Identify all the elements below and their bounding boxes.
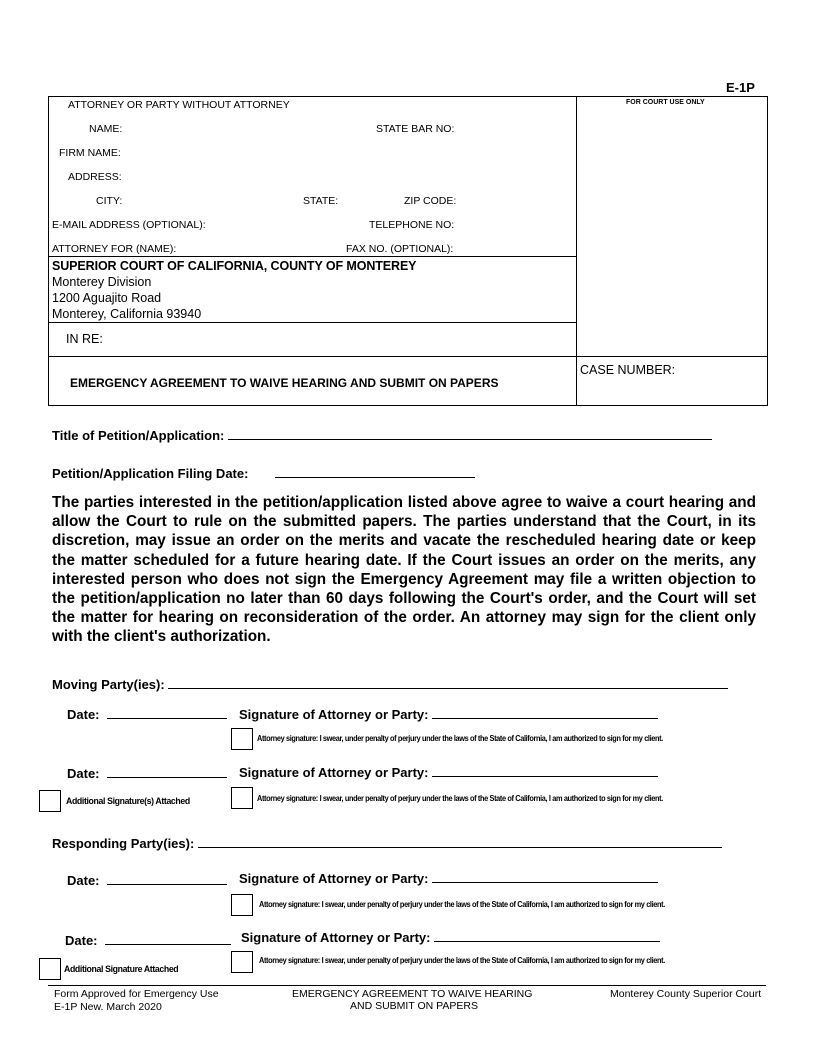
petition-title-line[interactable] [228,427,712,440]
signature-label: Signature of Attorney or Party: [241,930,431,945]
email-label[interactable]: E-MAIL ADDRESS (OPTIONAL): [52,219,206,231]
form-title: EMERGENCY AGREEMENT TO WAIVE HEARING AND SUBMIT ON PAPERS [70,376,499,390]
signature-line[interactable] [432,870,658,883]
attorney-statement: Attorney signature: I swear, under penalty of perjury under the laws of the State of California, I am authorized to sign for my client. [257,734,663,743]
additional-signatures-checkbox[interactable] [39,790,61,812]
filing-date-field[interactable] [52,465,475,481]
attorney-for-label[interactable]: ATTORNEY FOR (NAME): [52,243,177,255]
signature-label: Signature of Attorney or Party: [239,765,429,780]
petition-title-label: Title of Petition/Application: [52,428,225,443]
name-label[interactable]: NAME: [89,123,123,135]
date-line[interactable] [107,765,227,778]
telephone-label[interactable]: TELEPHONE NO: [369,219,455,231]
date-line[interactable] [107,706,227,719]
date-line[interactable] [107,872,227,885]
agreement-paragraph: The parties interested in the petition/application listed above agree to waive a court hearing and allow the Court to rule on the submitted papers. The parties understand that the Court, in its discretion, may issue an order on the merits and vacate the rescheduled hearing date or keep the matter scheduled for a future hearing date. If the Court issues an order on the merits, any interested person who does not sign the Emergency Agreement may file a written objection to the petition/application no later than 60 days following the Court's order, and the Court will set the matter for hearing on reconsideration of the order. An attorney may sign for the client only with the client's authorization. [52,494,756,646]
responding-date-2[interactable] [65,932,231,948]
city-label[interactable]: CITY: [96,195,123,207]
court-division: Monterey Division [52,275,152,289]
in-re-label[interactable]: IN RE: [66,332,103,346]
attorney-statement: Attorney signature: I swear, under penalty of perjury under the laws of the State of California, I am authorized to sign for my client. [259,956,665,965]
divider [48,356,768,357]
state-bar-label[interactable]: STATE BAR NO: [376,123,455,135]
petition-title-field[interactable] [52,427,712,443]
firm-name-label[interactable]: FIRM NAME: [59,147,121,159]
moving-party-label: Moving Party(ies): [52,677,165,692]
responding-party-label: Responding Party(ies): [52,836,195,851]
footer-title-2: AND SUBMIT ON PAPERS [350,1000,478,1012]
filing-date-line[interactable] [275,465,475,478]
fax-label[interactable]: FAX NO. (OPTIONAL): [346,243,454,255]
divider [48,256,576,257]
footer-court: Monterey County Superior Court [610,988,762,1000]
footer-revision: E-1P New. March 2020 [54,1001,162,1013]
state-label[interactable]: STATE: [303,195,339,207]
court-street: 1200 Aguajito Road [52,291,162,305]
additional-signature-label: Additional Signature Attached [64,964,179,975]
responding-party-field[interactable] [52,835,722,851]
zip-label[interactable]: ZIP CODE: [404,195,457,207]
address-label[interactable]: ADDRESS: [68,171,122,183]
date-label: Date: [65,933,98,948]
signature-line[interactable] [434,929,660,942]
date-label: Date: [67,707,100,722]
responding-party-line[interactable] [198,835,722,848]
signature-label: Signature of Attorney or Party: [239,707,429,722]
attorney-statement: Attorney signature: I swear, under penalty of perjury under the laws of the State of California, I am authorized to sign for my client. [257,794,663,803]
moving-date-2[interactable] [67,765,227,781]
moving-party-field[interactable] [52,676,728,692]
signature-label: Signature of Attorney or Party: [239,871,429,886]
divider [576,96,577,406]
signature-line[interactable] [432,764,658,777]
attorney-checkbox[interactable] [231,728,253,750]
attorney-checkbox[interactable] [231,787,253,809]
attorney-heading: ATTORNEY OR PARTY WITHOUT ATTORNEY [68,99,290,111]
form-id: E-1P [726,80,755,95]
court-use-label: FOR COURT USE ONLY [626,99,705,106]
attorney-checkbox[interactable] [231,894,253,916]
case-number-label[interactable]: CASE NUMBER: [580,363,676,377]
additional-signature-checkbox[interactable] [39,958,61,980]
footer-title-1: EMERGENCY AGREEMENT TO WAIVE HEARING [292,988,533,1000]
date-label: Date: [67,766,100,781]
date-line[interactable] [105,932,231,945]
moving-date-1[interactable] [67,706,227,722]
responding-date-1[interactable] [67,872,227,888]
responding-signature-1[interactable] [239,870,658,886]
moving-party-line[interactable] [168,676,728,689]
attorney-statement: Attorney signature: I swear, under penalty of perjury under the laws of the State of California, I am authorized to sign for my client. [259,900,665,909]
divider [48,322,576,323]
signature-line[interactable] [432,706,658,719]
moving-signature-1[interactable] [239,706,658,722]
responding-signature-2[interactable] [241,929,660,945]
footer-approval: Form Approved for Emergency Use [54,988,219,1000]
attorney-checkbox[interactable] [231,951,253,973]
court-city: Monterey, California 93940 [52,307,202,321]
filing-date-label: Petition/Application Filing Date: [52,466,249,481]
footer-rule [48,985,766,986]
additional-signatures-label: Additional Signature(s) Attached [66,796,190,807]
court-name: SUPERIOR COURT OF CALIFORNIA, COUNTY OF MONTEREY [52,259,417,273]
date-label: Date: [67,873,100,888]
moving-signature-2[interactable] [239,764,658,780]
